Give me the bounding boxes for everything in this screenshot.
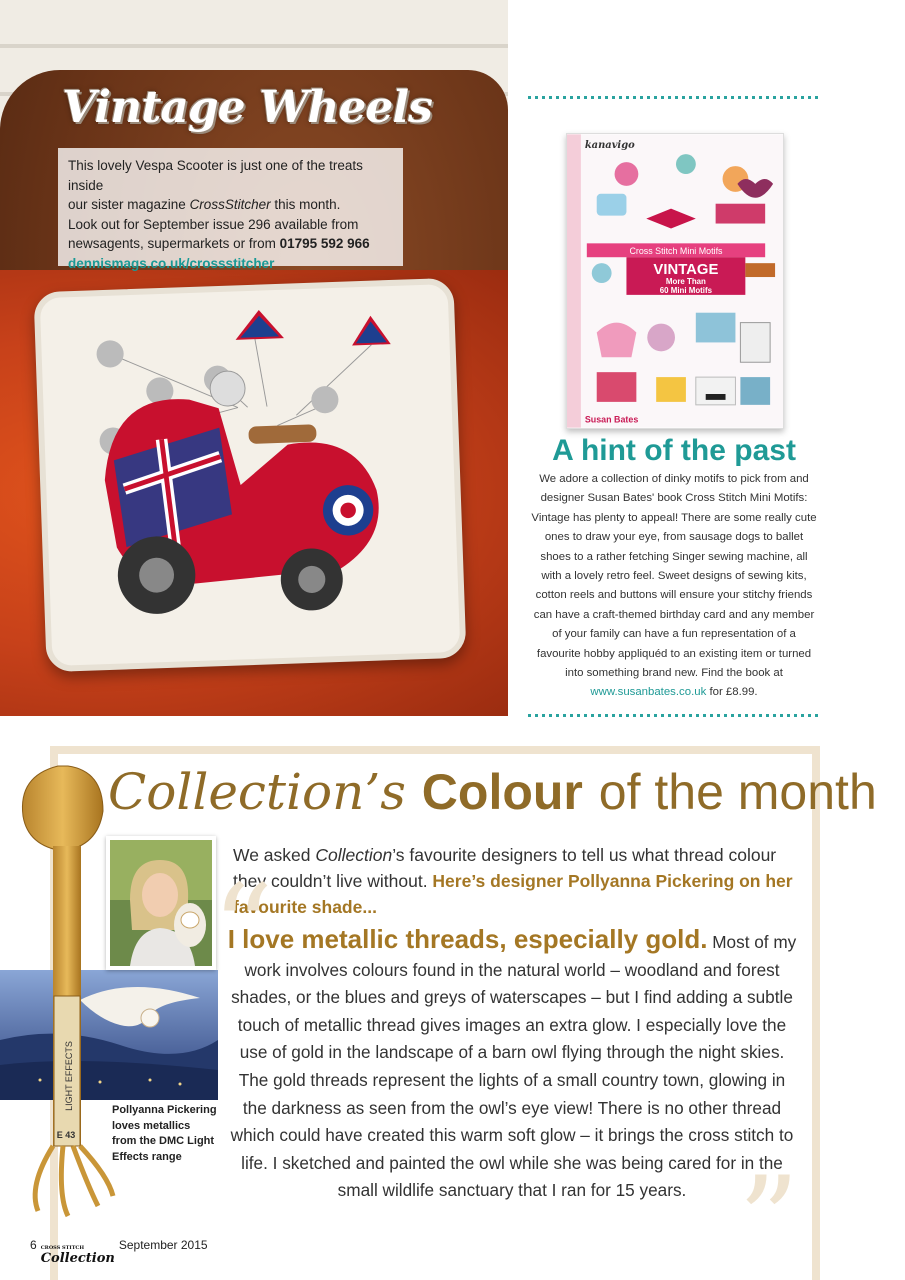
hint-line-11: into something brand new. Find the book at — [565, 667, 783, 680]
book-title: VINTAGE — [653, 262, 719, 279]
hint-of-the-past-title: A hint of the past — [552, 434, 796, 467]
book-cover-art — [567, 134, 783, 428]
intro-bold: Here’s designer Pollyanna Pickering on her favourite shade... — [233, 871, 793, 917]
book-subtitle-1: More Than — [665, 276, 706, 286]
intro-mid: ’s favourite designers to tell us what thread colour they couldn’t live without. — [233, 845, 777, 891]
colour-of-month-title — [108, 762, 877, 822]
page-number: 6 — [30, 1238, 37, 1252]
dotted-divider-bottom — [528, 714, 820, 717]
hint-line-7: cotton reels and buttons will ensure your stitchy friends — [535, 589, 813, 602]
vintage-wheels-title: Vintage Wheels — [62, 82, 432, 133]
collection-logo — [41, 1246, 115, 1266]
title-colour: Colour — [421, 764, 583, 820]
hint-line-5: shoes to a rather fetching Singer sewing machine, all — [540, 550, 808, 563]
vw-line-2-post: this month. — [270, 197, 341, 212]
hint-line-10: favourite hobby appliquéd to an existing item or turned — [536, 647, 812, 660]
logo-small-text: CROSS STITCH — [40, 1245, 85, 1251]
susanbates-website-link[interactable]: www.susanbates.co.uk — [590, 686, 707, 699]
vw-website-link[interactable]: dennismags.co.uk/crossstitcher — [68, 255, 275, 271]
colour-intro-text — [233, 842, 793, 920]
intro-pre: We asked — [233, 845, 316, 865]
hint-line-3: Vintage has plenty to appeal! There are some really cute — [531, 511, 817, 524]
hint-line-6: with a lovely retro feel. Sweet designs of sewing kits, — [541, 570, 807, 583]
title-of-the-month: of the month — [598, 764, 877, 820]
vw-line-2-magazine: CrossStitcher — [189, 197, 271, 212]
hint-line-1: We adore a collection of dinky motifs to pick from and — [539, 473, 809, 485]
close-quote-icon: ” — [738, 1152, 800, 1280]
vespa-scooter-illustration — [40, 284, 461, 666]
dotted-divider-top — [528, 96, 820, 99]
page-footer — [30, 1238, 208, 1266]
designer-quote — [226, 926, 798, 1205]
hint-line-8: can have a craft-themed birthday card and any member — [533, 608, 815, 621]
skein-code: E 43 — [56, 1130, 76, 1140]
hint-line-4: ones to draw your eye, from sausage dogs to ballet — [544, 531, 804, 544]
book-subtitle-2: 60 Mini Motifs — [659, 285, 713, 295]
book-publisher: kanavigo — [584, 140, 635, 152]
gold-thread-skein-icon — [8, 756, 128, 1221]
issue-date: September 2015 — [118, 1238, 208, 1252]
hint-line-9: of your family can have a fun representation of a — [552, 628, 796, 641]
book-cover — [566, 133, 784, 429]
book-series: Cross Stitch Mini Motifs — [629, 246, 723, 257]
quote-lead: I love metallic threads, especially gold. — [227, 924, 708, 954]
vw-line-1: This lovely Vespa Scooter is just one of the treats inside — [68, 158, 363, 193]
skein-label: LIGHT EFFECTS — [64, 1041, 74, 1111]
title-collections: Collection’s — [108, 763, 406, 821]
hint-line-2: designer Susan Bates' book Cross Stitch Mini Motifs: — [540, 492, 808, 505]
logo-text: Collection — [40, 1251, 115, 1266]
dmc-light-effects-skein — [8, 756, 128, 1221]
vw-line-2-pre: our sister magazine — [68, 197, 190, 212]
vespa-cushion — [33, 278, 466, 672]
book-author: Susan Bates — [584, 414, 639, 425]
vw-phone-number: 01795 592 966 — [279, 236, 370, 251]
vw-line-4-pre: newsagents, supermarkets or from — [68, 236, 280, 251]
hint-of-the-past-text — [528, 470, 820, 703]
open-quote-icon: “ — [212, 860, 274, 999]
vintage-wheels-text — [68, 156, 398, 273]
intro-collection: Collection — [315, 845, 393, 865]
owl-caption: Pollyanna Pickering loves metallics from the DMC Light Effects range — [112, 1104, 217, 1163]
vw-line-3: Look out for September issue 296 available from — [68, 216, 359, 232]
quote-body: Most of my work involves colours found in the natural world – woodland and forest shades, or the blues and greys of waterscapes – but I find adding a subtle touch of metallic thread gives images an extra glow. I especially love the use of gold in the landscape of a barn owl flying through the night skies. The gold threads represent the lights of a small country town, glowing in the darkness as seen from the owl’s eye view! There is no other thread which could have created this warm soft glow – it brings the cross stitch to life. I sketched and painted the owl while she was being cared for in the small wildlife sanctuary that I ran for 15 years. — [230, 932, 797, 1201]
hint-price: for £8.99. — [706, 686, 758, 699]
